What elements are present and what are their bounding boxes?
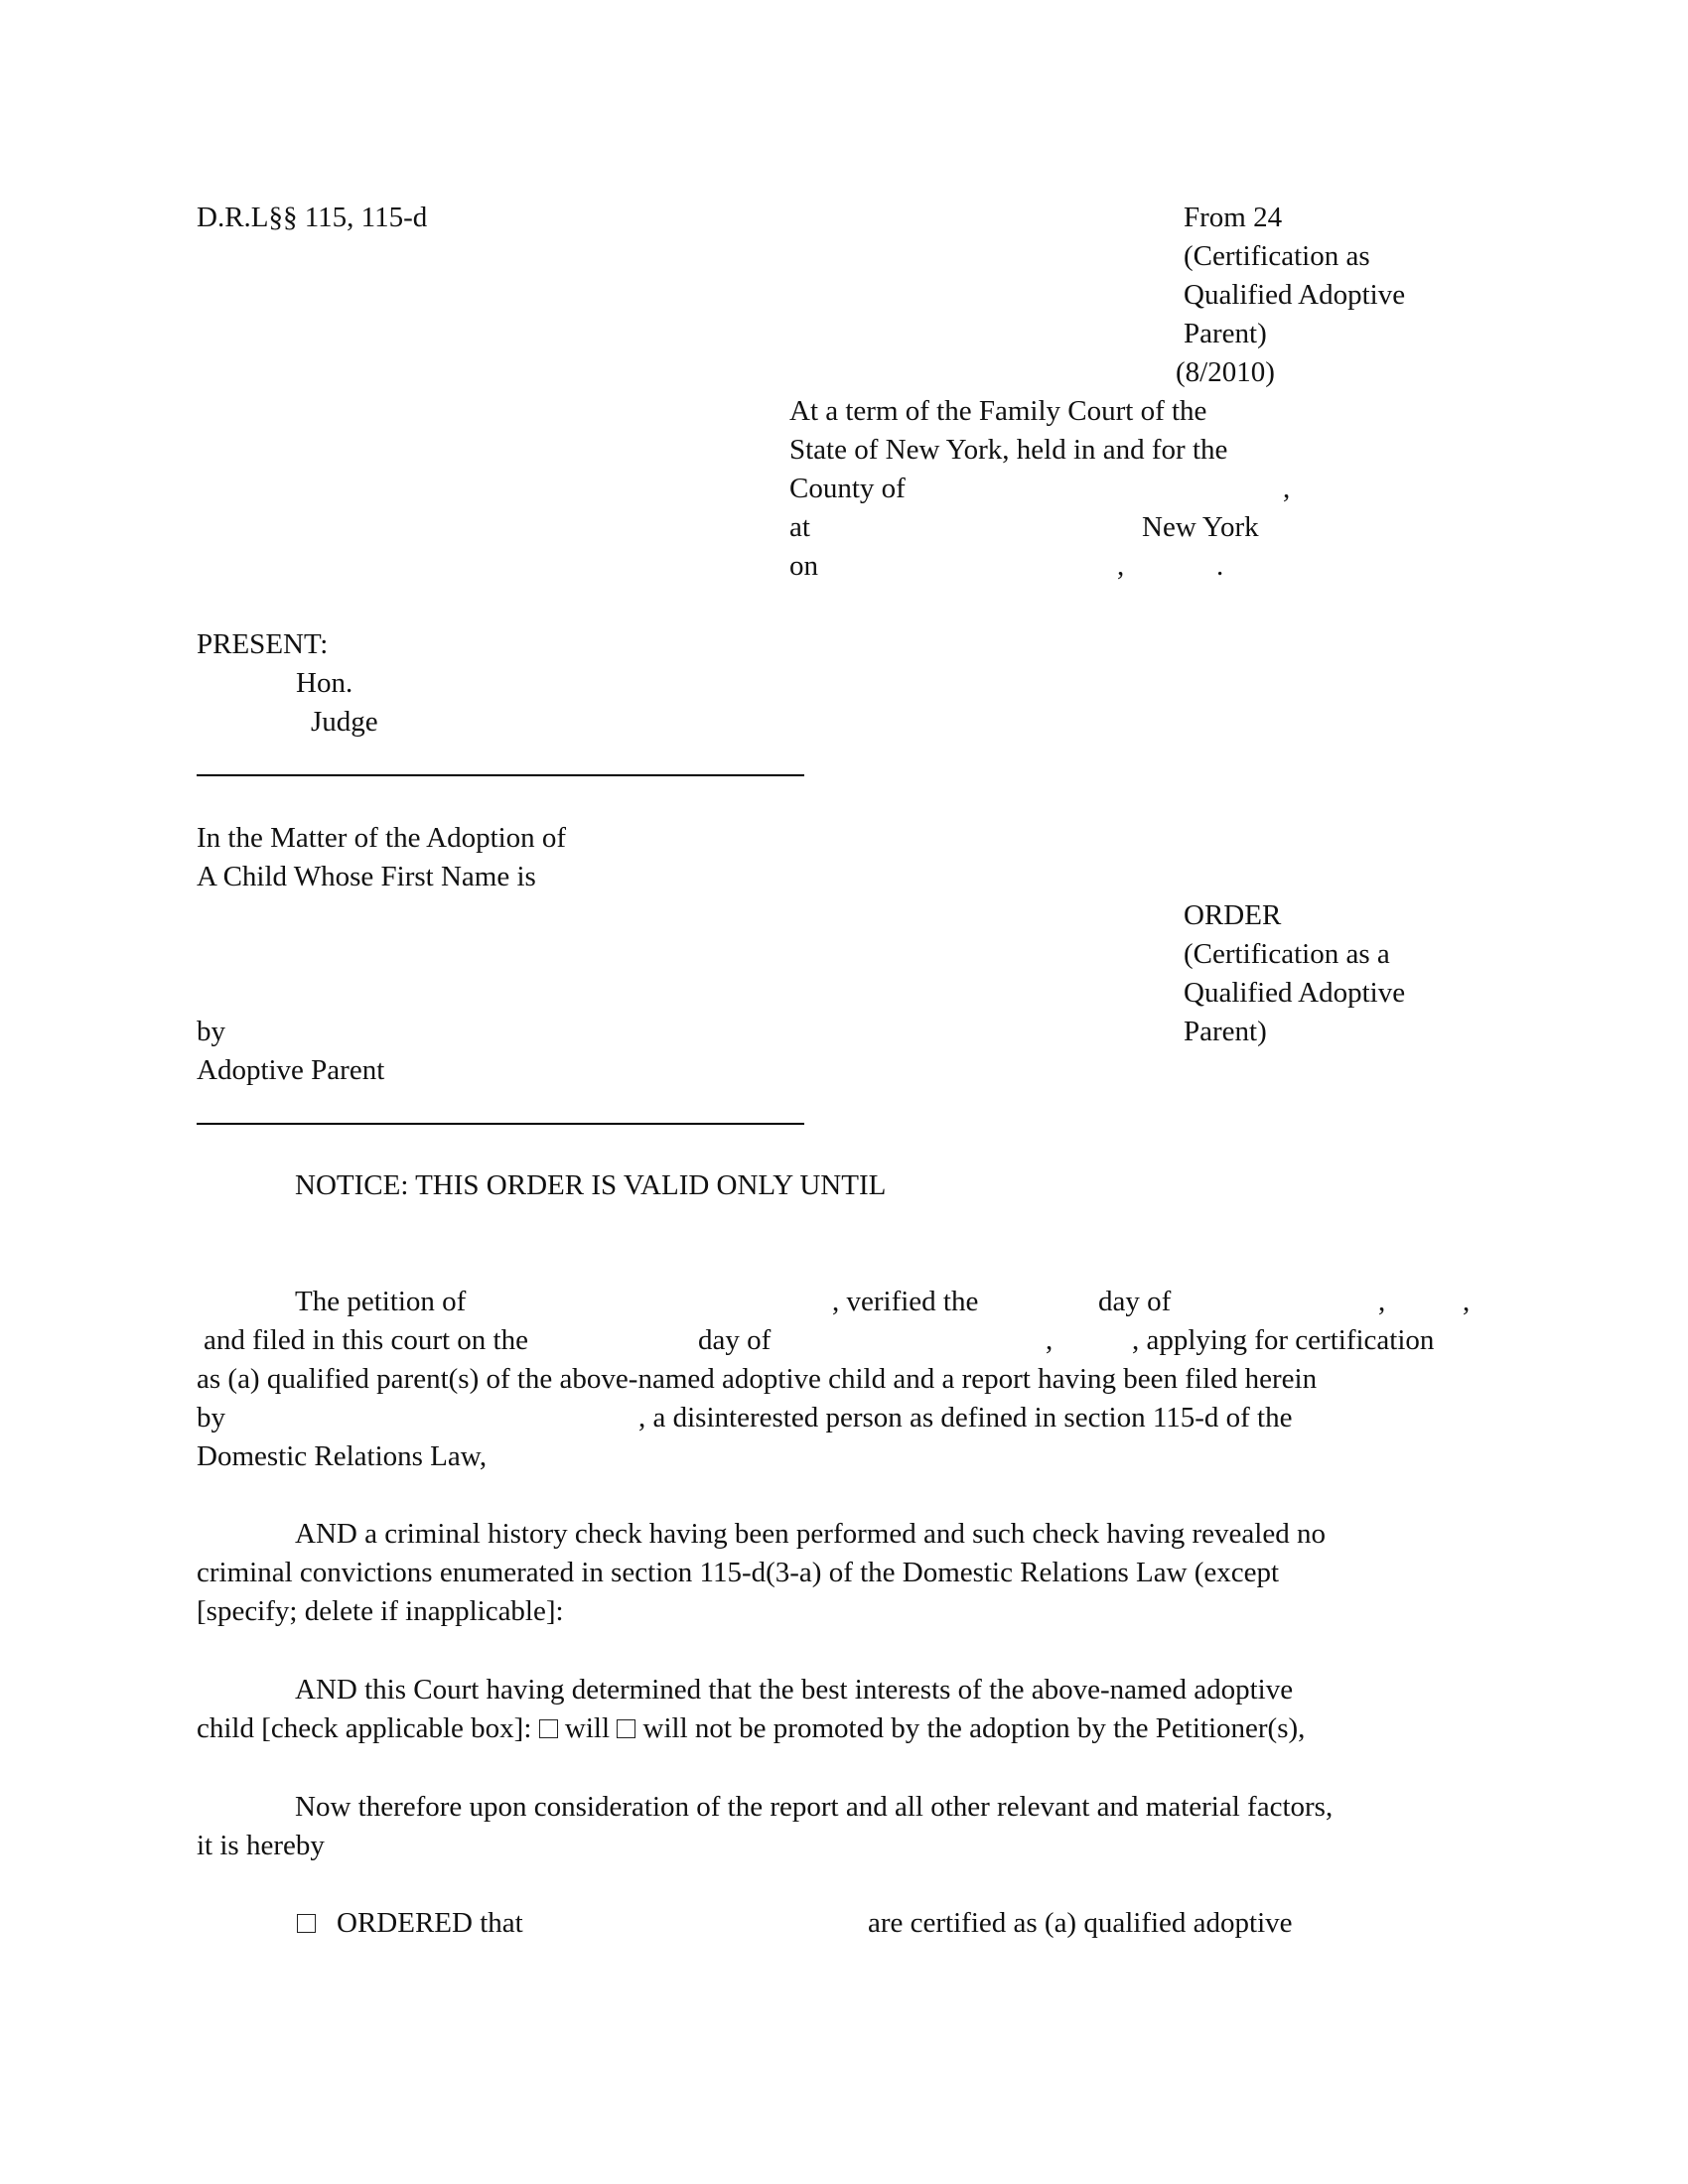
county-label: County of — [789, 473, 906, 504]
form-number: From 24 (Certification as Qualified Adoptive Parent) — [1184, 202, 1406, 349]
criminal-check-paragraph: AND a criminal history check having been performed and such check having revealed no criminal convictions enumerated in section 115-d(3-a) of the Domestic Relations Law (except [specify; delete if inapplicable]: — [197, 1518, 1326, 1627]
court-term-block: At a term of the Family Court of the State of New York, held in and for the County of , at New York on , . — [789, 392, 1306, 586]
petition-paragraph: The petition of , verified the day of , , and filed in this court on the day of , , applying for certification as (a) qualified parent(s) of the above-named adoptive child and a report having been filed herein by , a disinterested person as defined in section 115-d of the Domestic Relations Law, — [197, 1286, 1471, 1472]
best-interests-paragraph: AND this Court having determined that the best interests of the above-named adoptive child [check applicable box]: will will not be promoted by the adoption by the Petitioner(s), — [197, 1674, 1306, 1744]
ordered-checkbox[interactable] — [297, 1914, 316, 1933]
judge-label: Judge — [311, 706, 378, 738]
ordered-clause: ORDERED that are certified as (a) qualified adoptive — [197, 1904, 1487, 1943]
will-not-checkbox[interactable] — [617, 1719, 635, 1738]
court-term-line: At a term of the Family Court of the — [789, 395, 1207, 427]
adoptive-parent-label: Adoptive Parent — [197, 1054, 385, 1086]
caption-divider-top — [197, 774, 804, 776]
consideration-paragraph: Now therefore upon consideration of the report and all other relevant and material factors, it is hereby — [197, 1791, 1334, 1861]
caption-divider-bottom — [197, 1123, 804, 1125]
caption-title: In the Matter of the Adoption of A Child Whose First Name is — [197, 822, 567, 892]
at-label: at — [789, 511, 810, 543]
court-term-line: State of New York, held in and for the — [789, 434, 1228, 466]
order-title: ORDER (Certification as a Qualified Adoptive Parent) — [1184, 899, 1406, 1047]
hon-label: Hon. — [296, 667, 353, 699]
caption-by: by Adoptive Parent — [197, 1013, 384, 1090]
present-label: PRESENT: — [197, 628, 329, 660]
state-name: New York — [1142, 511, 1259, 543]
validity-notice: NOTICE: THIS ORDER IS VALID ONLY UNTIL — [295, 1169, 887, 1201]
on-label: on — [789, 550, 818, 582]
form-date: (8/2010) — [1176, 356, 1275, 388]
will-checkbox[interactable] — [539, 1719, 558, 1738]
statute-citation: D.R.L§§ 115, 115-d — [197, 202, 428, 233]
